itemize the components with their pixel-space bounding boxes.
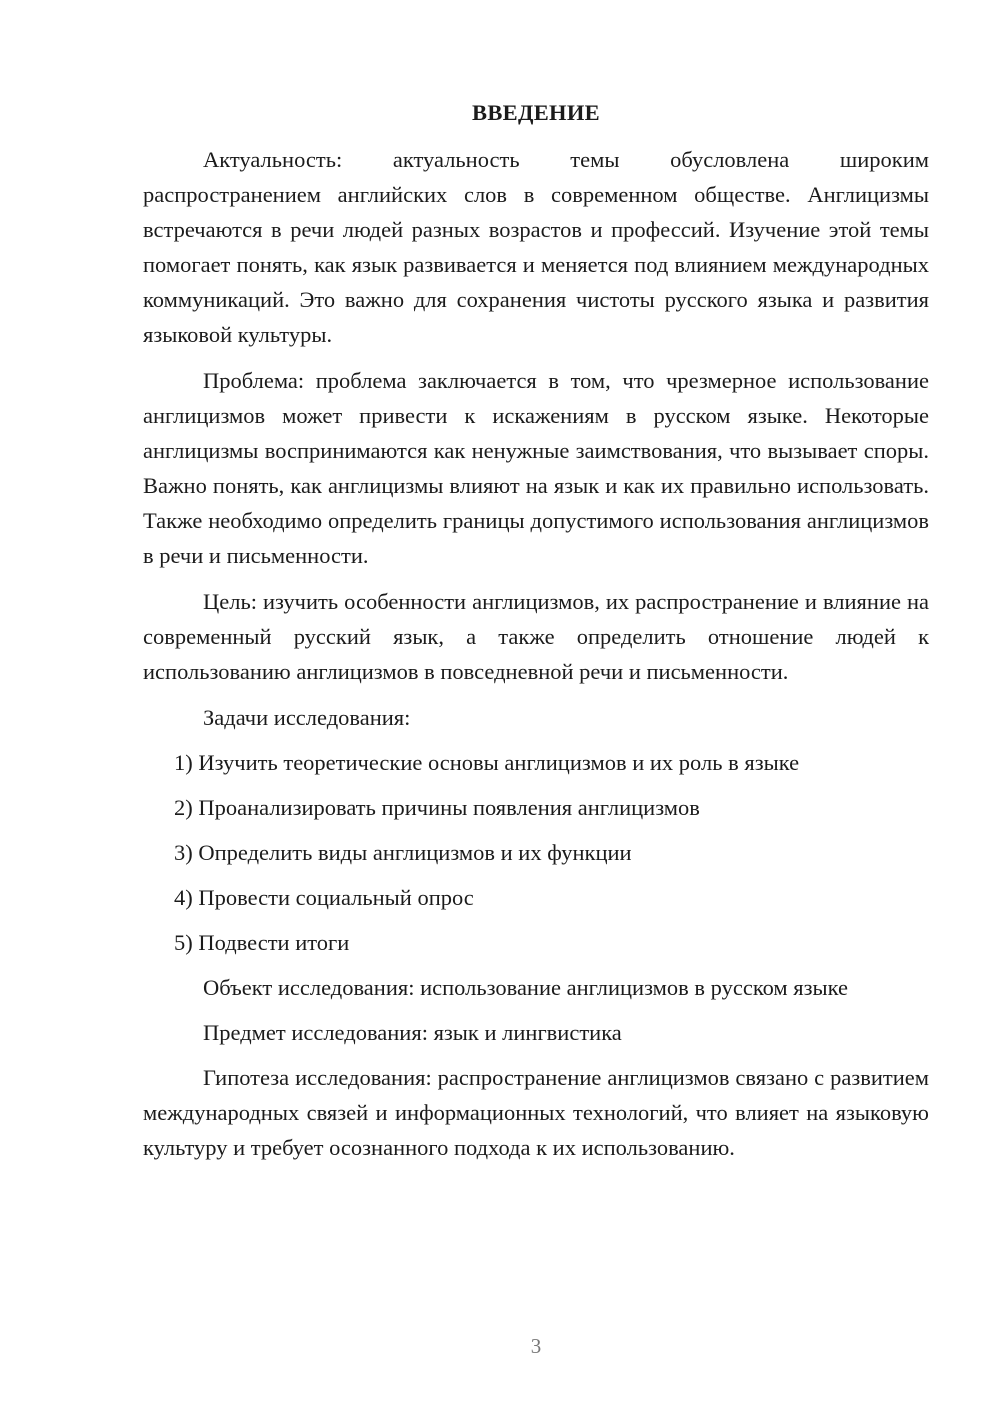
task-item: 5) Подвести итоги — [174, 930, 350, 955]
research-hypothesis: Гипотеза исследования: распространение англицизмов связано с развитием международных связей и информационных технологий, что влияет на языковую культуру и требует осознанного подхода к их использованию. — [143, 1065, 929, 1160]
section-heading: ВВЕДЕНИЕ — [472, 100, 600, 125]
goal-paragraph: Цель: изучить особенности англицизмов, их распространение и влияние на современный русский язык, а также определить отношение людей к использованию англицизмов в повседневной речи и письменности. — [143, 589, 929, 684]
task-item: 2) Проанализировать причины появления англицизмов — [174, 795, 700, 820]
page-number: 3 — [530, 1334, 542, 1358]
task-item: 3) Определить виды англицизмов и их функции — [174, 840, 632, 865]
relevance-paragraph: Актуальность: актуальность темы обусловлена широким распространением английских слов в современном обществе. Англицизмы встречаются в речи людей разных возрастов и профессий. Изучение этой темы помогает понять, как язык развивается и меняется под влиянием международных коммуникаций. Это важно для сохранения чистоты русского языка и развития языковой культуры. — [143, 147, 929, 347]
research-subject: Предмет исследования: язык и лингвистика — [203, 1020, 622, 1045]
task-item: 4) Провести социальный опрос — [174, 885, 474, 910]
tasks-heading: Задачи исследования: — [203, 705, 411, 730]
task-item: 1) Изучить теоретические основы англицизмов и их роль в языке — [174, 750, 800, 775]
research-object: Объект исследования: использование англицизмов в русском языке — [203, 975, 849, 1000]
tasks-list — [143, 745, 929, 960]
page-content — [143, 95, 929, 1176]
problem-paragraph: Проблема: проблема заключается в том, что чрезмерное использование англицизмов может привести к искажениям в русском языке. Некоторые англицизмы воспринимаются как ненужные заимствования, что вызывает споры. Важно понять, как англицизмы влияют на язык и как их правильно использовать. Также необходимо определить границы допустимого использования англицизмов в речи и письменности. — [143, 368, 929, 568]
